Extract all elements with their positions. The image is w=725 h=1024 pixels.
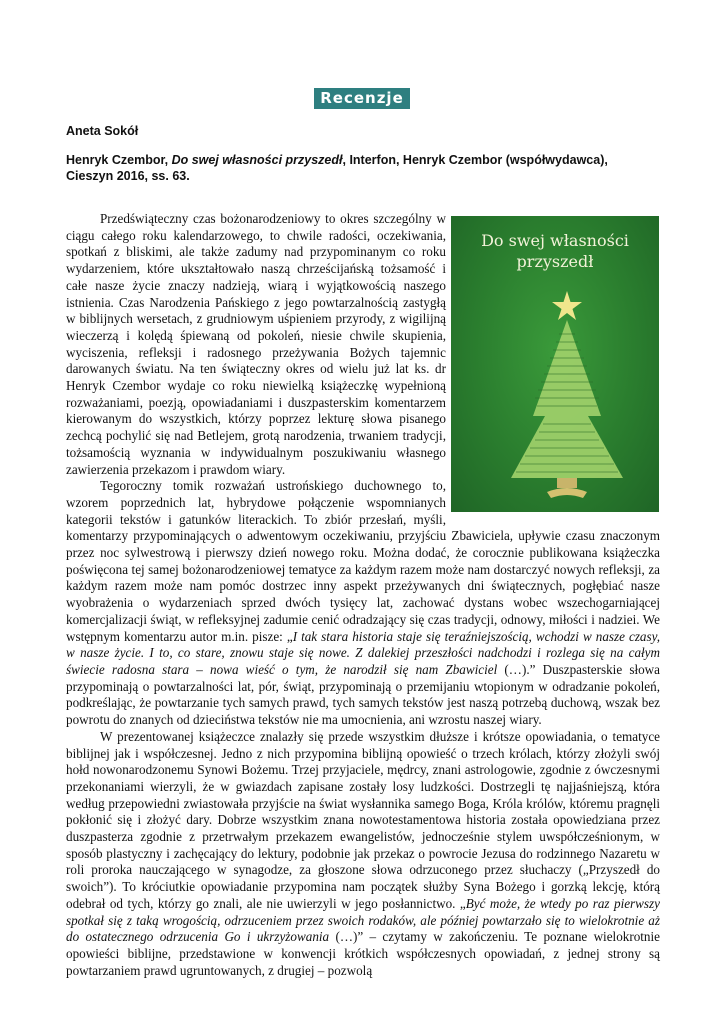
cover-title: Do swej własności przyszedł <box>481 231 629 271</box>
section-header: Recenzje <box>314 88 410 109</box>
paragraph: Przedświąteczny czas bożonarodzeniowy to okres szczególny w ciągu całego roku kalendarzowego, to chwile radości, oczekiwania, spotkań z bliskimi, ale także zadumy nad przypominanym co roku wydarzeniem, które ukształtowało naszą chrześcijańską tożsamość i całe nasze życie znaczy nadzieją, wiarą i wyjątkowością naszego istnienia. Czas Narodzenia Pańskiego z jego powtarzalnością zastygłą w biblijnych wersetach, z grudniowym uśpieniem przyrody, z wigilijną wieczerzą i kolędą śpiewaną od pokoleń, niesie chwile skupienia, wyciszenia, refleksji i radosnego przeżywania Bożych tajemnic darowanych światu. Na ten świąteczny okres od wielu już lat ks. dr Henryk Czembor wydaje co roku niewielką książeczkę wypełnioną rozważaniami, poezją, opowiadaniami i duszpasterskim komentarzem kierowanym do wszystkich, którzy poprzez lekturę słowa pisanego zechcą pochylić się nad Betlejem, grotą narodzenia, trwaniem tradycji, tożsamością wyznania w indywidualnym poszukiwaniu własnego zawierzenia przekazom i prawdom wiary. <box>66 211 446 477</box>
bibliographic-entry <box>66 152 646 184</box>
cover-spacer <box>446 211 660 513</box>
quotation: Być może, że wtedy po raz pierwszy spotkał się z taką wrogością, odrzuceniem przez swoich rodaków, ale później powtarzało się to wielokrotnie aż do ostatecznego odrzucenia Go i ukrzyżowania <box>66 895 660 945</box>
book-title: Do swej własności przyszedł <box>171 153 343 167</box>
book-author: Henryk Czembor, <box>66 153 172 167</box>
review-body <box>66 211 660 979</box>
publisher-info: , Interfon, Henryk Czembor (współwydawca), Cieszyn 2016, ss. 63. <box>66 153 608 183</box>
paragraph: W prezentowanej książeczce znalazły się przede wszystkim dłuższe i krótsze opowiadania, o tematyce biblijnej jak i współczesnej. Jedno z nich przypomina biblijną opowieść o trzech królach, którzy złożyli swój hołd nowonarodzonemu Synowi Bożemu. Trzej przyjaciele, mędrcy, znani astrologowie, zgodnie z ówczesnymi przekonaniami wierzyli, że w gwiazdach zapisane zostały losy ludzkości. Dostrzegli tę najjaśniejszą, która według przepowiedni zwiastowała przyjście na świat wysłannika samego Boga, Króla królów, któremu pragnęli pokłonić się i złożyć dary. Dobrze wszystkim znana nowotestamentowa historia została opowiedziana przez duszpasterza zgodnie z przetrwałym przekazem ewangelistów, jednocześnie stylem uwspółcześnionym, w sposób plastyczny i zachęcający do lektury, podobnie jak przekaz o powrocie Jezusa do rodzinnego Nazaretu w roli proroka nauczającego w synagodze, za głoszone słowa odrzuconego przez słuchaczy („Przyszedł do swoich”). To króciutkie opowiadanie przypomina nam początek służby Syna Bożego i gorzką lekcję, którą odebrał od tych, którzy go znali, ale nie uwierzyli w jego posłannictwo. „Być może, że wtedy po raz pierwszy spotkał się z taką wrogością, odrzuceniem przez swoich rodaków, ale później powtarzało się to wielokrotnie aż do ostatecznego odrzucenia Go i ukrzyżowania (…)” – czytamy w zakończeniu. Te poznane wielokrotnie opowieści biblijne, przedstawione w konwencji krótkich współczesnych opowiadań, z jednej strony są powtarzaniem prawd ugruntowanych, z drugiej – pozwolą <box>66 728 660 978</box>
paragraph: Tegoroczny tomik rozważań ustrońskiego duchownego to, wzorem poprzednich lat, hybrydowe połączenie wspomnianych kategorii tekstów i gatunków literackich. To zbiór przesłań, myśli, komentarzy przypominających o adwentowym oczekiwaniu, przyjściu Zbawiciela, upływie czasu znaczonym przez noc sylwestrową i pierwszy dzień nowego roku. Można dodać, że corocznie publikowana książeczka poświęcona tej samej bożonarodzeniowej tematyce za każdym razem może nam dostarczyć nowych refleksji, za każdym razem może nam pomóc dostrzec inny aspekt przeżywanych dni świątecznych, pogłębiać nasze wyobrażenia o wydarzeniach sprzed dwóch tysięcy lat, zachować dystans wobec wszechogarniającej komercjalizacji świąt, w refleksyjnej zadumie cenić odradzający się czas tradycji, odnowy, miłości i nadziei. We wstępnym komentarzu autor m.in. pisze: „I tak stara historia staje się teraźniejszością, wchodzi w nasze czasy, w nasze życie. I to, co stare, znowu staje się nowe. Z dalekiej przeszłości nadchodzi i rozlega się na całym świecie radosna stara – nowa wieść o tym, że narodził się nam Zbawiciel (…).” Duszpasterskie słowa przypominają o powtarzalności lat, pór, świąt, przypominają o przemijaniu wtopionym w odradzanie pokoleń, podkreślając, że powtarzanie tych samych prawd, tych samych tekstów jest naszą potrzebą duchową, wszak bez powrotu do znanych od dzieciństwa tekstów nie ma umocnienia, ani wzrostu naszej wiary. <box>66 478 661 728</box>
review-author: Aneta Sokół <box>66 124 139 138</box>
quotation: I tak stara historia staje się teraźniejszością, wchodzi w nasze czasy, w nasze życie. I to, co stare, znowu staje się nowe. Z dalekiej przeszłości nadchodzi i rozlega się na całym świecie radosna stara – nowa wieść o tym, że narodził się nam Zbawiciel <box>66 628 661 677</box>
